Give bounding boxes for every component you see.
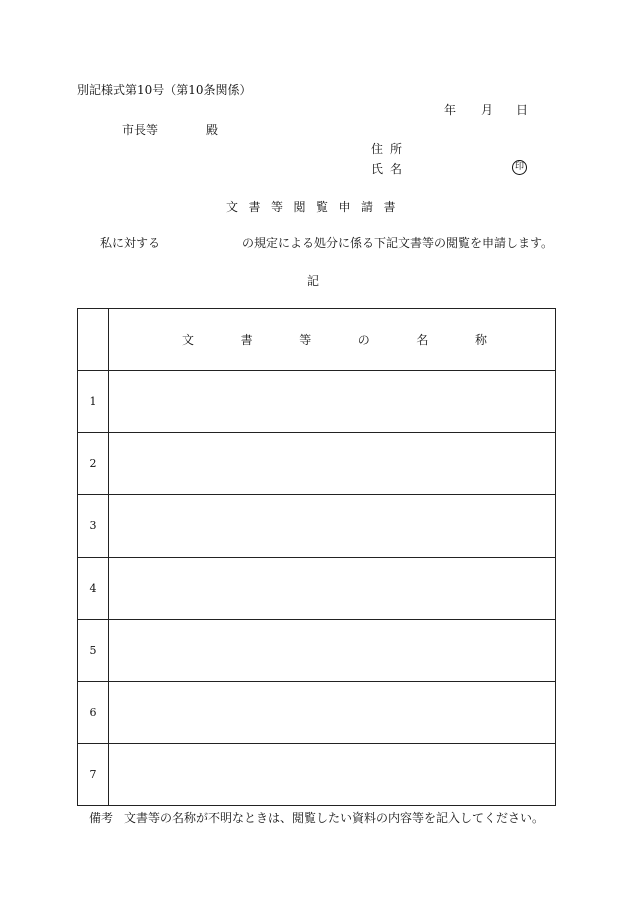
header-char: 書 [240,333,253,348]
row-number: 2 [78,433,109,495]
row-number: 6 [78,681,109,743]
document-name-cell[interactable] [109,433,556,495]
addressee: 市長等 [122,123,159,137]
row-number: 4 [78,557,109,619]
document-table [77,308,556,806]
header-char: 等 [299,333,312,348]
document-name-cell[interactable] [109,495,556,557]
row-number: 3 [78,495,109,557]
header-char: の [357,333,370,348]
addressee-honorific: 殿 [206,123,219,137]
document-name-cell[interactable] [109,743,556,805]
table-row [78,433,556,495]
table-header-cell [109,309,556,371]
request-prefix: 私に対する [100,236,161,250]
header-char: 名 [416,333,429,348]
table-row [78,557,556,619]
ki-heading: 記 [307,274,320,288]
document-name-cell[interactable] [109,557,556,619]
date-day-label: 日 [516,103,529,117]
table-row [78,371,556,433]
document-name-cell[interactable] [109,681,556,743]
seal-mark: 印 [512,160,527,175]
address-label: 住所 [371,142,410,156]
note-label: 備考 [89,811,114,825]
document-title: 文書等閲覧申請書 [226,200,407,214]
row-number: 1 [78,371,109,433]
header-char: 称 [474,333,487,348]
table-header-row [78,309,556,371]
name-label: 氏名 [371,162,410,176]
date-month-label: 月 [481,103,494,117]
table-row [78,743,556,805]
request-body: の規定による処分に係る下記文書等の閲覧を申請します。 [242,236,554,250]
header-char: 文 [182,333,195,348]
table-row [78,619,556,681]
table-corner-cell [78,309,109,371]
table-row [78,681,556,743]
row-number: 5 [78,619,109,681]
table-row [78,495,556,557]
document-name-cell[interactable] [109,371,556,433]
note-text: 文書等の名称が不明なときは、閲覧したい資料の内容等を記入してください。 [124,811,545,825]
document-name-cell[interactable] [109,619,556,681]
form-number: 別記様式第10号（第10条関係） [77,83,252,97]
row-number: 7 [78,743,109,805]
date-year-label: 年 [444,103,457,117]
